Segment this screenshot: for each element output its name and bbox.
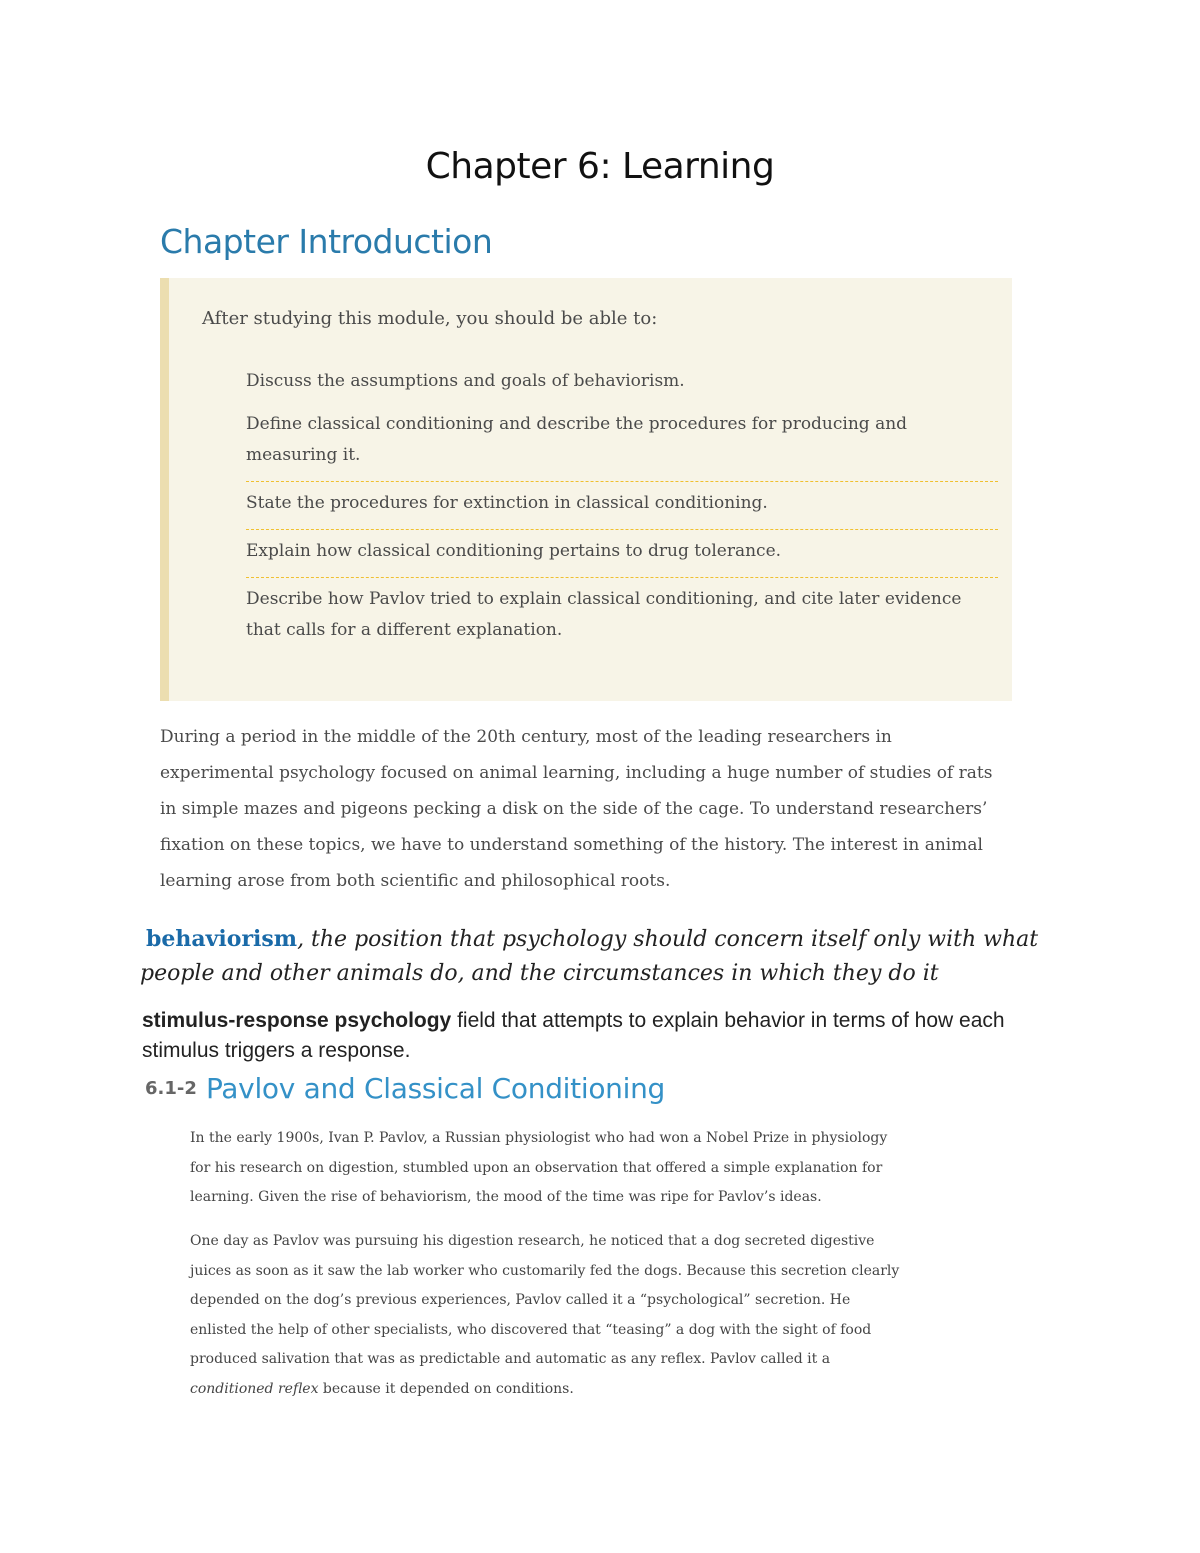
- stimulus-response-definition: [142, 1006, 1072, 1066]
- stimulus-response-definition-text: field that attempts to explain behavior in terms of how each stimulus triggers a response.: [142, 1009, 1005, 1062]
- conditioned-reflex-term: conditioned reflex: [190, 1380, 319, 1397]
- pavlov-paragraph-1: In the early 1900s, Ivan P. Pavlov, a Russian physiologist who had won a Nobel Prize in physiology for his research on digestion, stumbled upon an observation that offered a simple explanation for learning. Given the rise of behaviorism, the mood of the time was ripe for Pavlov’s ideas.: [190, 1130, 888, 1205]
- section-number: 6.1-2: [145, 1078, 197, 1099]
- section-heading: [145, 1072, 665, 1105]
- objective-item: Describe how Pavlov tried to explain classical conditioning, and cite later evidence that calls for a different explanation.: [246, 589, 962, 640]
- page-title: Chapter 6: Learning: [425, 146, 775, 187]
- objective-item: State the procedures for extinction in classical conditioning.: [246, 482, 998, 530]
- objective-item: Define classical conditioning and describe the procedures for producing and measuring it.: [246, 403, 998, 482]
- pavlov-paragraph-2: [190, 1227, 900, 1404]
- objectives-lead: After studying this module, you should be able to:: [202, 308, 658, 329]
- behaviorism-term: behaviorism: [146, 926, 298, 952]
- objective-item: Discuss the assumptions and goals of behaviorism.: [246, 371, 685, 391]
- section-title: Pavlov and Classical Conditioning: [205, 1072, 665, 1105]
- stimulus-response-term: stimulus-response psychology: [142, 1009, 452, 1032]
- learning-objectives-box: [160, 278, 1012, 701]
- intro-paragraph: During a period in the middle of the 20th century, most of the leading researchers in experimental psychology focused on animal learning, including a huge number of studies of rats in simple mazes and pigeons pecking a disk on the side of the cage. To understand researchers’ fixation on these topics, we have to understand something of the history. The interest in animal learning arose from both scientific and philosophical roots.: [160, 727, 993, 891]
- chapter-introduction-heading: Chapter Introduction: [160, 222, 493, 261]
- pavlov-paragraph-2-text: One day as Pavlov was pursuing his digestion research, he noticed that a dog secreted digestive juices as soon as it saw the lab worker who customarily fed the dogs. Because this secretion clearly depended on the dog’s previous experiences, Pavlov called it a “psychological” secretion. He enlisted the help of other specialists, who discovered that “teasing” a dog with the sight of food produced salivation that was as predictable and automatic as any reflex. Pavlov called it a: [190, 1233, 900, 1367]
- behaviorism-definition-text: , the position that psychology should concern itself only with what people and other animals do, and the circumstances in which they do it: [140, 927, 1039, 986]
- pavlov-paragraph-2-end: because it depended on conditions.: [318, 1380, 574, 1397]
- objectives-list: [246, 360, 998, 656]
- objective-item: Explain how classical conditioning pertains to drug tolerance.: [246, 530, 998, 578]
- behaviorism-definition: [140, 922, 1040, 991]
